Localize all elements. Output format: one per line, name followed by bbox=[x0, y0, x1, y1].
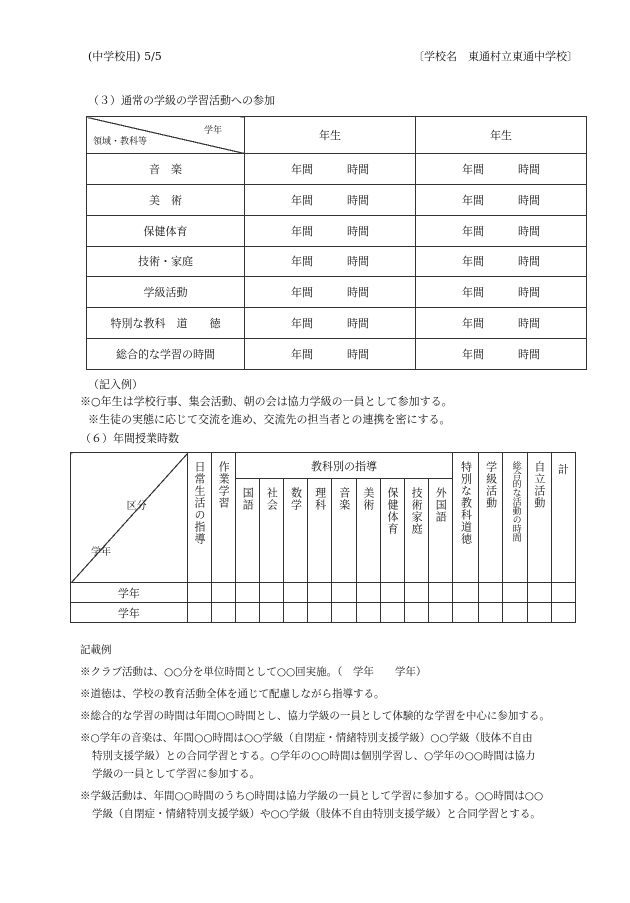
col-subject-science: 理科 bbox=[308, 479, 332, 583]
example-note-3: ※総合的な学習の時間は年間○○時間とし、協力学級の一員として体験的な学習を中心に参加する。 bbox=[80, 710, 550, 722]
table-row bbox=[87, 184, 587, 215]
hours-cell: 年間 時間 bbox=[245, 277, 416, 308]
hours-cell: 年間 時間 bbox=[245, 339, 416, 370]
hours-cell: 年間 時間 bbox=[416, 339, 587, 370]
example-note-5-cont: 学級（自閉症・情緒特別支援学級）や○○学級（肢体不自由特別支援学級）と合同学習とする。 bbox=[92, 808, 541, 820]
school-name: 〔学校名 東通村立東通中学校〕 bbox=[413, 50, 578, 63]
corner-cell bbox=[87, 117, 245, 154]
hours-cell: 年間 時間 bbox=[245, 215, 416, 246]
participation-table bbox=[86, 116, 587, 370]
col-subject-art: 美術 bbox=[356, 479, 380, 583]
example-title: （記入例） bbox=[88, 378, 143, 391]
example-note-4-cont-2: 学級の一員として学習に参加する。 bbox=[92, 768, 260, 780]
table-row bbox=[87, 154, 587, 185]
table-row bbox=[71, 603, 576, 623]
table-row bbox=[87, 308, 587, 339]
col-class-activity: 学級活動 bbox=[479, 453, 503, 583]
participation-header-row bbox=[87, 117, 587, 154]
hours-cell: 年間 時間 bbox=[245, 184, 416, 215]
row-label: 総合的な学習の時間 bbox=[87, 339, 245, 370]
col-total: 計 bbox=[551, 453, 575, 583]
hours-cell: 年間 時間 bbox=[245, 308, 416, 339]
col-integrated: 総合的な活動の時間 bbox=[503, 453, 527, 583]
example-line-1: ※○年生は学校行事、集会活動、朝の会は協力学級の一員として参加する。 bbox=[80, 395, 453, 408]
example-note-2: ※道徳は、学校の教育活動全体を通じて配慮しながら指導する。 bbox=[80, 688, 385, 700]
row-label: 音 楽 bbox=[87, 154, 245, 185]
table-row bbox=[71, 583, 576, 603]
hours-cell: 年間 時間 bbox=[245, 246, 416, 277]
col-moral: 特別な教科道徳 bbox=[453, 453, 479, 583]
col-independence: 自立活動 bbox=[527, 453, 551, 583]
hours-cell: 年間 時間 bbox=[416, 184, 587, 215]
example-note-1: ※クラブ活動は、○○分を単位時間として○○回実施。（ 学年 学年） bbox=[80, 666, 427, 678]
hours-cell: 年間 時間 bbox=[416, 277, 587, 308]
examples-title: 記載例 bbox=[80, 644, 112, 656]
corner-area-label: 領域・教科等 bbox=[93, 137, 148, 147]
table-row bbox=[87, 246, 587, 277]
annual-hours-table bbox=[70, 452, 576, 623]
row-label: 保健体育 bbox=[87, 215, 245, 246]
col-daily-life: 日常生活の指導 bbox=[187, 453, 211, 583]
row-label: 学年 bbox=[71, 603, 188, 623]
col-work-study: 作業学習 bbox=[211, 453, 235, 583]
hours-cell: 年間 時間 bbox=[416, 246, 587, 277]
section3-title: （３）通常の学級の学習活動への参加 bbox=[88, 94, 275, 107]
table-row bbox=[87, 277, 587, 308]
annual-corner-cell bbox=[71, 453, 188, 583]
col-header-grade-1: 年生 bbox=[245, 117, 416, 154]
hours-cell: 年間 時間 bbox=[416, 154, 587, 185]
corner-category-label: 区分 bbox=[126, 501, 147, 512]
page-number: (中学校用) 5/5 bbox=[88, 50, 162, 63]
row-label: 学年 bbox=[71, 583, 188, 603]
annual-header-row-1 bbox=[71, 453, 576, 479]
col-subject-foreign: 外国語 bbox=[428, 479, 452, 583]
example-note-4-cont-1: 特別支援学級）との合同学習とする。○学年の○○時間は個別学習し、○学年の○○時間は協力 bbox=[92, 750, 536, 762]
example-note-5: ※学級活動は、年間○○時間のうち○時間は協力学級の一員として学習に参加する。○○時間は○○ bbox=[80, 790, 544, 802]
row-label: 学級活動 bbox=[87, 277, 245, 308]
row-label: 美 術 bbox=[87, 184, 245, 215]
corner-grade-label: 学年 bbox=[203, 126, 222, 136]
section6-title: （６）年間授業時数 bbox=[80, 432, 179, 445]
hours-cell: 年間 時間 bbox=[416, 215, 587, 246]
example-line-2: ※生徒の実態に応じて交流を進め、交流先の担当者との連携を密にする。 bbox=[88, 413, 451, 426]
example-note-4: ※○学年の音楽は、年間○○時間は○○学級（自閉症・情緒特別支援学級）○○学級（肢体不自由 bbox=[80, 732, 533, 744]
row-label: 特別な教科 道 徳 bbox=[87, 308, 245, 339]
col-subject-social: 社会 bbox=[260, 479, 284, 583]
col-subject-pe: 保健体育 bbox=[380, 479, 404, 583]
hours-cell: 年間 時間 bbox=[416, 308, 587, 339]
corner-grade-label: 学年 bbox=[91, 547, 111, 558]
col-header-grade-2: 年生 bbox=[416, 117, 587, 154]
table-row bbox=[87, 339, 587, 370]
col-subject-tech-home: 技術家庭 bbox=[404, 479, 428, 583]
hours-cell: 年間 時間 bbox=[245, 154, 416, 185]
col-subject-japanese: 国語 bbox=[235, 479, 259, 583]
col-subject-music: 音楽 bbox=[332, 479, 356, 583]
col-group-subjects: 教科別の指導 bbox=[235, 453, 452, 479]
table-row bbox=[87, 215, 587, 246]
row-label: 技術・家庭 bbox=[87, 246, 245, 277]
col-subject-math: 数学 bbox=[284, 479, 308, 583]
